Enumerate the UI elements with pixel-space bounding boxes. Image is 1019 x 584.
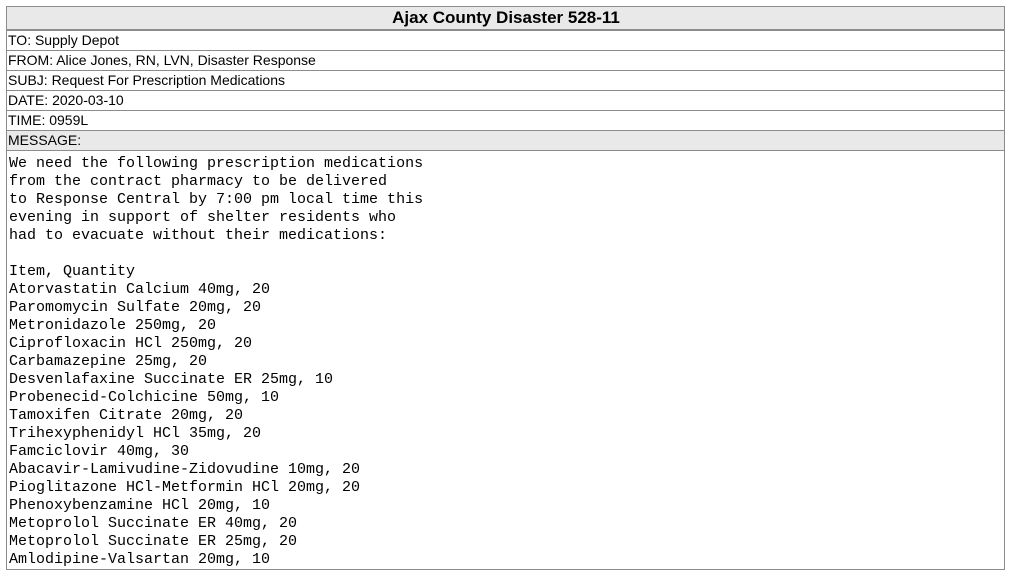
medication-item: Metoprolol Succinate ER 40mg, 20	[9, 515, 298, 532]
item-table-header: Item, Quantity	[9, 263, 136, 280]
medication-item: Trihexyphenidyl HCl 35mg, 20	[9, 425, 262, 442]
medication-item: Desvenlafaxine Succinate ER 25mg, 10	[9, 371, 334, 388]
medication-item: Tamoxifen Citrate 20mg, 20	[9, 407, 244, 424]
message-text	[8, 155, 1004, 569]
medication-item: Atorvastatin Calcium 40mg, 20	[9, 281, 271, 298]
message-line: to Response Central by 7:00 pm local time this	[9, 191, 424, 208]
medication-item: Metronidazole 250mg, 20	[9, 317, 217, 334]
medication-item: Paromomycin Sulfate 20mg, 20	[9, 299, 262, 316]
message-line: We need the following prescription medications	[9, 155, 424, 172]
message-line: evening in support of shelter residents who	[9, 209, 397, 226]
to-field: TO: Supply Depot	[7, 31, 1004, 51]
page-title: Ajax County Disaster 528-11	[7, 7, 1004, 31]
medication-item: Ciprofloxacin HCl 250mg, 20	[9, 335, 253, 352]
medication-item: Phenoxybenzamine HCl 20mg, 10	[9, 497, 271, 514]
medication-item: Famciclovir 40mg, 30	[9, 443, 190, 460]
medication-item: Abacavir-Lamivudine-Zidovudine 10mg, 20	[9, 461, 361, 478]
blank-line	[9, 245, 1003, 263]
message-line: from the contract pharmacy to be delivered	[9, 173, 388, 190]
medication-item: Carbamazepine 25mg, 20	[9, 353, 208, 370]
message-body	[7, 151, 1004, 569]
message-line: had to evacuate without their medications:	[9, 227, 388, 244]
medication-item: Metoprolol Succinate ER 25mg, 20	[9, 533, 298, 550]
medication-item: Amlodipine-Valsartan 20mg, 10	[9, 551, 271, 568]
time-field: TIME: 0959L	[7, 111, 1004, 131]
subject-field: SUBJ: Request For Prescription Medications	[7, 71, 1004, 91]
date-field: DATE: 2020-03-10	[7, 91, 1004, 111]
medication-item: Probenecid-Colchicine 50mg, 10	[9, 389, 280, 406]
medication-item: Pioglitazone HCl-Metformin HCl 20mg, 20	[9, 479, 361, 496]
message-label: MESSAGE:	[7, 131, 1004, 151]
message-form	[6, 6, 1005, 570]
from-field: FROM: Alice Jones, RN, LVN, Disaster Response	[7, 51, 1004, 71]
